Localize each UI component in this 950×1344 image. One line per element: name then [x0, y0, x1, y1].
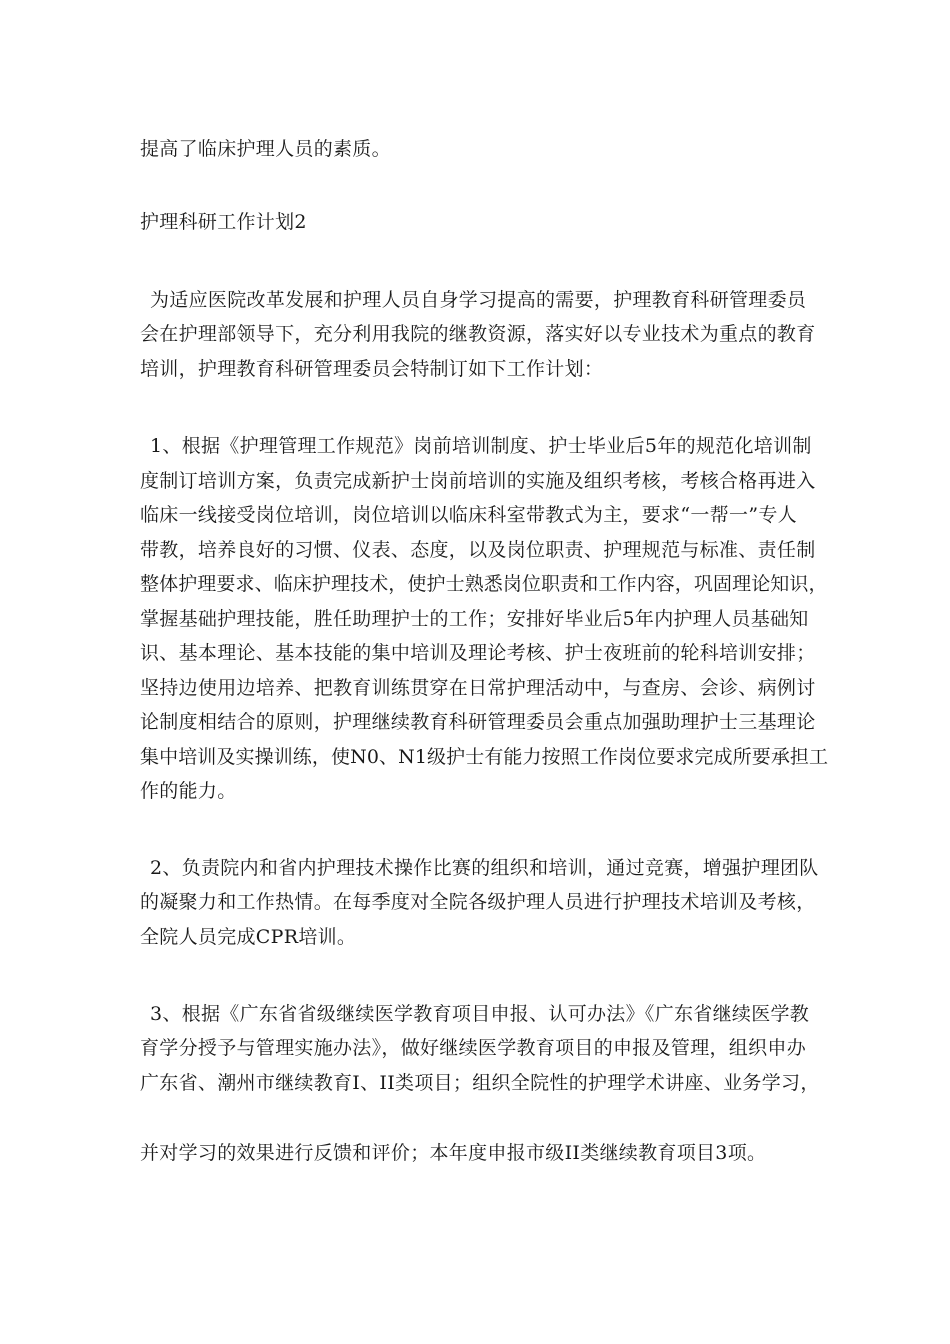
paragraph-line: 坚持边使用边培养、把教育训练贯穿在日常护理活动中，与查房、会诊、病例讨 — [140, 677, 816, 699]
paragraph-line: 广东省、潮州市继续教育I、II类项目；组织全院性的护理学术讲座、业务学习， — [140, 1072, 820, 1094]
paragraph-line: 2、负责院内和省内护理技术操作比赛的组织和培训，通过竞赛，增强护理团队 — [150, 857, 819, 879]
paragraph-line: 会在护理部领导下，充分利用我院的继教资源，落实好以专业技术为重点的教育 — [140, 323, 816, 345]
paragraph-line: 3、根据《广东省省级继续医学教育项目申报、认可办法》《广东省继续医学教 — [150, 1003, 810, 1025]
paragraph-line: 度制订培训方案，负责完成新护士岗前培训的实施及组织考核，考核合格再进入 — [140, 470, 816, 492]
paragraph-line: 集中培训及实操训练，使N0、N1级护士有能力按照工作岗位要求完成所要承担工 — [140, 746, 829, 768]
paragraph-line: 识、基本理论、基本技能的集中培训及理论考核、护士夜班前的轮科培训安排； — [140, 642, 816, 664]
paragraph-line: 论制度相结合的原则，护理继续教育科研管理委员会重点加强助理护士三基理论 — [140, 711, 816, 733]
paragraph-line: 带教，培养良好的习惯、仪表、态度，以及岗位职责、护理规范与标准、责任制 — [140, 539, 816, 561]
paragraph-line: 的凝聚力和工作热情。在每季度对全院各级护理人员进行护理技术培训及考核， — [140, 891, 816, 913]
paragraph-line: 育学分授予与管理实施办法》，做好继续医学教育项目的申报及管理，组织申办 — [140, 1037, 807, 1059]
paragraph-line: 整体护理要求、临床护理技术，使护士熟悉岗位职责和工作内容，巩固理论知识， — [140, 573, 828, 595]
paragraph-line: 掌握基础护理技能，胜任助理护士的工作；安排好毕业后5年内护理人员基础知 — [140, 608, 809, 630]
intro-line: 提高了临床护理人员的素质。 — [140, 138, 391, 160]
paragraph-line: 1、根据《护理管理工作规范》岗前培训制度、护士毕业后5年的规范化培训制 — [150, 435, 812, 457]
paragraph-line: 培训，护理教育科研管理委员会特制订如下工作计划： — [140, 358, 604, 380]
section-title: 护理科研工作计划2 — [140, 211, 307, 233]
paragraph-line: 全院人员完成CPR培训。 — [140, 926, 357, 948]
paragraph-line: 为适应医院改革发展和护理人员自身学习提高的需要，护理教育科研管理委员 — [150, 289, 807, 311]
paragraph-line: 临床一线接受岗位培训，岗位培训以临床科室带教式为主，要求“一帮一”专人 — [140, 504, 797, 526]
paragraph-line: 作的能力。 — [140, 780, 237, 802]
closing-line: 并对学习的效果进行反馈和评价；本年度申报市级II类继续教育项目3项。 — [140, 1142, 767, 1164]
